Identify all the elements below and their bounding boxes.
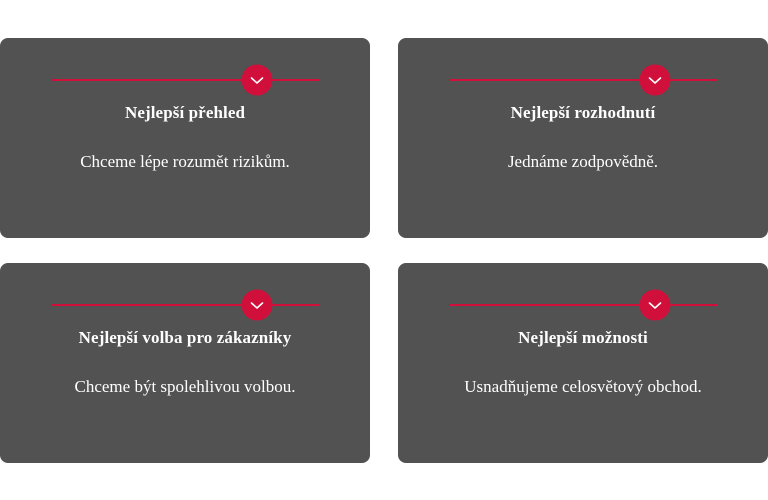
info-card-3[interactable]	[0, 263, 370, 463]
card-text: Jednáme zodpovědně.	[507, 152, 659, 171]
card-title: Nejlepší přehled	[124, 103, 246, 122]
info-card-2-content	[398, 38, 768, 238]
card-title: Nejlepší možnosti	[518, 328, 648, 347]
info-card-3-content	[0, 263, 370, 463]
card-text: Usnadňujeme celosvětový obchod.	[464, 377, 702, 396]
card-4-divider	[449, 285, 717, 325]
card-text: Chceme lépe rozumět rizikům.	[80, 152, 290, 171]
divider-line	[449, 79, 717, 81]
info-card-4[interactable]	[398, 263, 768, 463]
card-2-divider	[449, 60, 717, 100]
chevron-down-icon[interactable]	[242, 290, 273, 321]
card-1-divider	[51, 60, 319, 100]
info-card-1-content	[0, 38, 370, 238]
card-3-divider	[51, 285, 319, 325]
chevron-down-icon[interactable]	[640, 65, 671, 96]
info-card-2[interactable]	[398, 38, 768, 238]
chevron-down-icon[interactable]	[640, 290, 671, 321]
card-title: Nejlepší rozhodnutí	[510, 103, 656, 122]
info-card-1[interactable]	[0, 38, 370, 238]
card-text: Chceme být spolehlivou volbou.	[74, 377, 296, 396]
divider-line	[449, 304, 717, 306]
card-title: Nejlepší volba pro zákazníky	[78, 328, 292, 347]
chevron-down-icon[interactable]	[242, 65, 273, 96]
divider-line	[51, 304, 319, 306]
info-card-4-content	[398, 263, 768, 463]
divider-line	[51, 79, 319, 81]
